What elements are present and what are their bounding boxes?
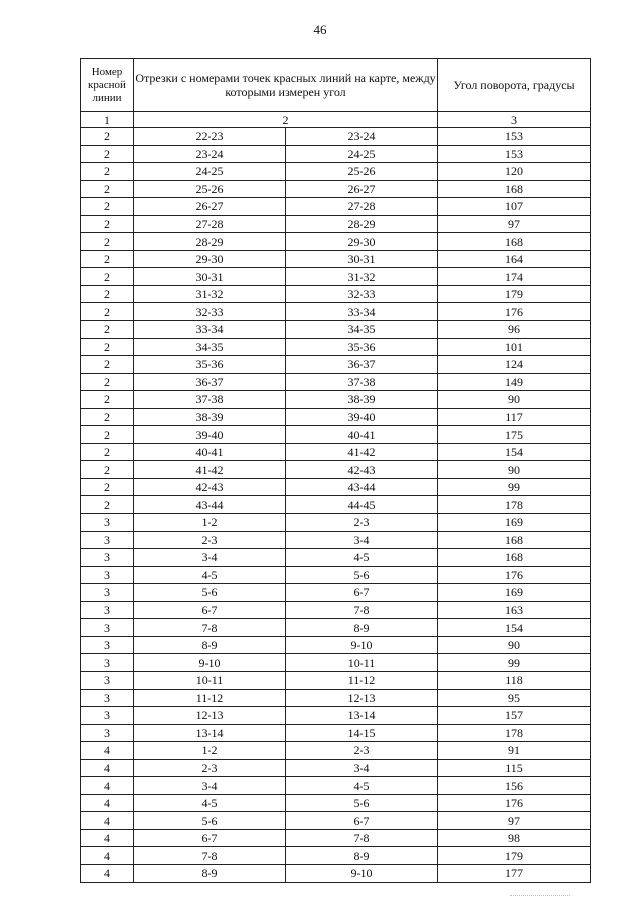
- cell-segment-to: 9-10: [286, 636, 438, 654]
- cell-line-number: 2: [81, 338, 134, 356]
- cell-segment-to: 6-7: [286, 812, 438, 830]
- cell-segment-from: 8-9: [134, 636, 286, 654]
- cell-angle: 177: [438, 864, 591, 882]
- cell-segment-to: 32-33: [286, 285, 438, 303]
- cell-segment-to: 33-34: [286, 303, 438, 321]
- cell-line-number: 2: [81, 321, 134, 339]
- cell-angle: 179: [438, 285, 591, 303]
- cell-line-number: 3: [81, 724, 134, 742]
- cell-line-number: 3: [81, 566, 134, 584]
- cell-angle: 107: [438, 198, 591, 216]
- cell-segment-to: 8-9: [286, 847, 438, 865]
- cell-angle: 169: [438, 584, 591, 602]
- cell-angle: 176: [438, 794, 591, 812]
- cell-line-number: 2: [81, 408, 134, 426]
- cell-segment-to: 25-26: [286, 163, 438, 181]
- cell-angle: 178: [438, 496, 591, 514]
- cell-line-number: 3: [81, 636, 134, 654]
- table-row: [81, 654, 591, 672]
- cell-angle: 163: [438, 601, 591, 619]
- table-row: [81, 391, 591, 409]
- cell-line-number: 3: [81, 619, 134, 637]
- cell-segment-from: 24-25: [134, 163, 286, 181]
- cell-segment-to: 43-44: [286, 478, 438, 496]
- cell-segment-to: 40-41: [286, 426, 438, 444]
- cell-angle: 91: [438, 742, 591, 760]
- cell-line-number: 2: [81, 145, 134, 163]
- table-row: [81, 671, 591, 689]
- cell-segment-to: 4-5: [286, 777, 438, 795]
- cell-angle: 164: [438, 250, 591, 268]
- cell-segment-from: 40-41: [134, 443, 286, 461]
- cell-segment-to: 7-8: [286, 601, 438, 619]
- cell-segment-to: 42-43: [286, 461, 438, 479]
- cell-segment-from: 22-23: [134, 128, 286, 146]
- table-row: [81, 145, 591, 163]
- table-row: [81, 478, 591, 496]
- cell-line-number: 3: [81, 654, 134, 672]
- cell-line-number: 2: [81, 215, 134, 233]
- table-row: [81, 303, 591, 321]
- column-number: 3: [438, 112, 591, 128]
- cell-line-number: 3: [81, 531, 134, 549]
- table-row: [81, 338, 591, 356]
- cell-line-number: 4: [81, 812, 134, 830]
- cell-line-number: 2: [81, 461, 134, 479]
- angles-table: [80, 58, 591, 883]
- cell-angle: 154: [438, 619, 591, 637]
- cell-segment-to: 7-8: [286, 829, 438, 847]
- cell-angle: 99: [438, 654, 591, 672]
- column-number: 1: [81, 112, 134, 128]
- cell-angle: 90: [438, 391, 591, 409]
- table-row: [81, 163, 591, 181]
- cell-segment-from: 29-30: [134, 250, 286, 268]
- cell-angle: 98: [438, 829, 591, 847]
- cell-segment-from: 4-5: [134, 794, 286, 812]
- header-line-number: Номер красной линии: [81, 59, 134, 112]
- cell-segment-from: 35-36: [134, 356, 286, 374]
- cell-line-number: 2: [81, 303, 134, 321]
- cell-angle: 149: [438, 373, 591, 391]
- cell-segment-from: 41-42: [134, 461, 286, 479]
- cell-segment-to: 39-40: [286, 408, 438, 426]
- table-row: [81, 531, 591, 549]
- cell-angle: 101: [438, 338, 591, 356]
- cell-line-number: 2: [81, 198, 134, 216]
- cell-segment-from: 1-2: [134, 514, 286, 532]
- cell-angle: 178: [438, 724, 591, 742]
- cell-segment-from: 8-9: [134, 864, 286, 882]
- table-row: [81, 707, 591, 725]
- cell-line-number: 4: [81, 794, 134, 812]
- cell-angle: 124: [438, 356, 591, 374]
- table-row: [81, 128, 591, 146]
- cell-angle: 95: [438, 689, 591, 707]
- table-row: [81, 847, 591, 865]
- column-number-row: [81, 112, 591, 128]
- cell-line-number: 2: [81, 180, 134, 198]
- cell-line-number: 3: [81, 549, 134, 567]
- cell-segment-to: 41-42: [286, 443, 438, 461]
- cell-angle: 90: [438, 636, 591, 654]
- cell-angle: 154: [438, 443, 591, 461]
- cell-segment-to: 12-13: [286, 689, 438, 707]
- cell-segment-from: 43-44: [134, 496, 286, 514]
- cell-line-number: 4: [81, 864, 134, 882]
- cell-segment-to: 24-25: [286, 145, 438, 163]
- column-number: 2: [134, 112, 438, 128]
- table-row: [81, 549, 591, 567]
- cell-segment-from: 26-27: [134, 198, 286, 216]
- cell-segment-from: 13-14: [134, 724, 286, 742]
- table-row: [81, 584, 591, 602]
- cell-segment-to: 44-45: [286, 496, 438, 514]
- cell-angle: 96: [438, 321, 591, 339]
- table-row: [81, 426, 591, 444]
- cell-angle: 120: [438, 163, 591, 181]
- cell-segment-to: 30-31: [286, 250, 438, 268]
- cell-segment-from: 30-31: [134, 268, 286, 286]
- cell-angle: 117: [438, 408, 591, 426]
- cell-line-number: 2: [81, 268, 134, 286]
- cell-segment-to: 4-5: [286, 549, 438, 567]
- cell-segment-from: 4-5: [134, 566, 286, 584]
- cell-segment-to: 14-15: [286, 724, 438, 742]
- cell-line-number: 3: [81, 584, 134, 602]
- cell-line-number: 4: [81, 847, 134, 865]
- cell-angle: 176: [438, 303, 591, 321]
- cell-line-number: 4: [81, 742, 134, 760]
- cell-segment-from: 32-33: [134, 303, 286, 321]
- cell-line-number: 2: [81, 496, 134, 514]
- cell-segment-from: 28-29: [134, 233, 286, 251]
- cell-segment-to: 11-12: [286, 671, 438, 689]
- table-row: [81, 180, 591, 198]
- cell-line-number: 4: [81, 759, 134, 777]
- cell-segment-from: 6-7: [134, 829, 286, 847]
- cell-angle: 153: [438, 128, 591, 146]
- cell-line-number: 2: [81, 356, 134, 374]
- cell-segment-to: 5-6: [286, 794, 438, 812]
- table-row: [81, 601, 591, 619]
- cell-segment-from: 3-4: [134, 549, 286, 567]
- table-row: [81, 373, 591, 391]
- table-row: [81, 636, 591, 654]
- cell-line-number: 2: [81, 233, 134, 251]
- cell-segment-to: 29-30: [286, 233, 438, 251]
- cell-segment-to: 38-39: [286, 391, 438, 409]
- cell-segment-from: 7-8: [134, 847, 286, 865]
- cell-segment-to: 2-3: [286, 514, 438, 532]
- cell-segment-from: 33-34: [134, 321, 286, 339]
- cell-line-number: 2: [81, 478, 134, 496]
- cell-segment-to: 31-32: [286, 268, 438, 286]
- cell-segment-from: 2-3: [134, 759, 286, 777]
- cell-segment-to: 9-10: [286, 864, 438, 882]
- cell-angle: 174: [438, 268, 591, 286]
- table-row: [81, 566, 591, 584]
- cell-angle: 168: [438, 233, 591, 251]
- table-row: [81, 724, 591, 742]
- cell-segment-from: 27-28: [134, 215, 286, 233]
- cell-line-number: 4: [81, 829, 134, 847]
- cell-segment-from: 5-6: [134, 584, 286, 602]
- cell-line-number: 2: [81, 426, 134, 444]
- cell-line-number: 3: [81, 689, 134, 707]
- table-row: [81, 514, 591, 532]
- cell-angle: 156: [438, 777, 591, 795]
- cell-angle: 168: [438, 180, 591, 198]
- table-row: [81, 321, 591, 339]
- cell-line-number: 3: [81, 601, 134, 619]
- cell-line-number: 3: [81, 707, 134, 725]
- cell-angle: 157: [438, 707, 591, 725]
- table-row: [81, 250, 591, 268]
- cell-line-number: 2: [81, 443, 134, 461]
- table-row: [81, 496, 591, 514]
- cell-segment-from: 6-7: [134, 601, 286, 619]
- cell-segment-from: 37-38: [134, 391, 286, 409]
- cell-angle: 97: [438, 215, 591, 233]
- cell-segment-to: 3-4: [286, 759, 438, 777]
- cell-segment-from: 31-32: [134, 285, 286, 303]
- cell-segment-from: 38-39: [134, 408, 286, 426]
- cell-segment-from: 11-12: [134, 689, 286, 707]
- cell-angle: 168: [438, 531, 591, 549]
- cell-angle: 179: [438, 847, 591, 865]
- cell-angle: 169: [438, 514, 591, 532]
- cell-segment-from: 25-26: [134, 180, 286, 198]
- cell-segment-to: 28-29: [286, 215, 438, 233]
- table-row: [81, 356, 591, 374]
- table-header: [81, 59, 591, 128]
- cell-segment-from: 39-40: [134, 426, 286, 444]
- table-row: [81, 619, 591, 637]
- cell-angle: 99: [438, 478, 591, 496]
- cell-segment-to: 5-6: [286, 566, 438, 584]
- table-row: [81, 742, 591, 760]
- cell-angle: 176: [438, 566, 591, 584]
- cell-segment-to: 2-3: [286, 742, 438, 760]
- cell-line-number: 4: [81, 777, 134, 795]
- cell-segment-from: 2-3: [134, 531, 286, 549]
- cell-segment-from: 23-24: [134, 145, 286, 163]
- header-segments: Отрезки с номерами точек красных линий на карте, между которыми измерен угол: [134, 59, 438, 112]
- cell-segment-from: 10-11: [134, 671, 286, 689]
- table-row: [81, 461, 591, 479]
- table-row: [81, 198, 591, 216]
- cell-segment-from: 12-13: [134, 707, 286, 725]
- cell-angle: 153: [438, 145, 591, 163]
- cell-segment-to: 36-37: [286, 356, 438, 374]
- cell-segment-to: 35-36: [286, 338, 438, 356]
- table-row: [81, 408, 591, 426]
- cell-segment-to: 3-4: [286, 531, 438, 549]
- cell-line-number: 2: [81, 250, 134, 268]
- table-row: [81, 689, 591, 707]
- cell-angle: 118: [438, 671, 591, 689]
- cell-segment-from: 7-8: [134, 619, 286, 637]
- cell-angle: 168: [438, 549, 591, 567]
- cell-angle: 115: [438, 759, 591, 777]
- cell-segment-from: 3-4: [134, 777, 286, 795]
- cell-line-number: 2: [81, 373, 134, 391]
- cell-segment-from: 34-35: [134, 338, 286, 356]
- cell-angle: 97: [438, 812, 591, 830]
- cell-segment-to: 26-27: [286, 180, 438, 198]
- cell-segment-to: 23-24: [286, 128, 438, 146]
- cell-segment-to: 34-35: [286, 321, 438, 339]
- cell-line-number: 3: [81, 514, 134, 532]
- cell-segment-from: 1-2: [134, 742, 286, 760]
- table-row: [81, 794, 591, 812]
- table-row: [81, 215, 591, 233]
- table-row: [81, 285, 591, 303]
- cell-line-number: 3: [81, 671, 134, 689]
- cell-segment-to: 6-7: [286, 584, 438, 602]
- cell-segment-to: 10-11: [286, 654, 438, 672]
- cell-line-number: 2: [81, 391, 134, 409]
- cell-segment-to: 8-9: [286, 619, 438, 637]
- table-row: [81, 777, 591, 795]
- table-row: [81, 233, 591, 251]
- table-row: [81, 268, 591, 286]
- table-row: [81, 812, 591, 830]
- cell-line-number: 2: [81, 128, 134, 146]
- cell-segment-from: 5-6: [134, 812, 286, 830]
- cell-segment-to: 13-14: [286, 707, 438, 725]
- cell-segment-to: 27-28: [286, 198, 438, 216]
- cell-line-number: 2: [81, 163, 134, 181]
- cell-line-number: 2: [81, 285, 134, 303]
- table-row: [81, 759, 591, 777]
- table-body: [81, 128, 591, 883]
- scan-mark: [510, 895, 570, 897]
- cell-angle: 90: [438, 461, 591, 479]
- cell-segment-from: 42-43: [134, 478, 286, 496]
- page-number: 46: [313, 22, 327, 37]
- cell-segment-from: 9-10: [134, 654, 286, 672]
- cell-segment-to: 37-38: [286, 373, 438, 391]
- table-row: [81, 829, 591, 847]
- cell-angle: 175: [438, 426, 591, 444]
- table-row: [81, 443, 591, 461]
- header-angle: Угол поворота, градусы: [438, 59, 591, 112]
- table-row: [81, 864, 591, 882]
- cell-segment-from: 36-37: [134, 373, 286, 391]
